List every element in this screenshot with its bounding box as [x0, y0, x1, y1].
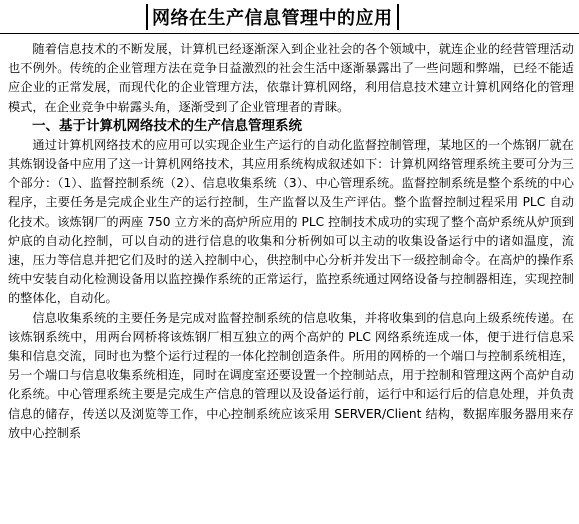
document-body	[8, 40, 574, 443]
section-paragraph-1: 通过计算机网络技术的应用可以实现企业生产运行的自动化监督控制管理，某地区的一个炼钢厂就在其炼钢设备中应用了这一计算机网络技术，其应用系统构成叙述如下：计算机网络管理系统主要可分为三个部分：（1）、监督控制系统（2）、信息收集系统（3）、中心管理系统。监督控制系统是整个系统的中心程序，主要任务是完成企业生产的运行控制，生产监督以及生产评估。整个监督控制过程采用 PLC 自动化技术。该炼钢厂的两座 750 立方米的高炉所应用的 PLC 控制技术成功的实现了整个高炉系统从炉顶到炉底的自动化控制，可以自动的进行信息的收集和分析例如可以主动的收集设备运行中的诸如温度，流速，压力等信息并把它们及时的送入控制中心，供控制中心分析并发出下一级控制命令。在高炉的操作系统中安装自动化检测设备用以监控操作系统的正常运行，监控系统通过网络设备与控制器相连，实现控制的整体化，自动化。	[8, 137, 574, 306]
section-heading: 一、基于计算机网络技术的生产信息管理系统	[32, 117, 302, 134]
intro-paragraph: 随着信息技术的不断发展，计算机已经逐渐深入到企业社会的各个领域中，就连企业的经营管理活动也不例外。传统的企业管理方法在竞争日益激烈的社会生活中逐渐暴露出了一些问题和弊端，已经不能适应企业的正常发展，而现代化的企业管理方法，依靠计算机网络，利用信息技术建立计算机网络化的管理模式，在企业竞争中崭露头角，逐渐受到了企业管理者的青睐。	[8, 42, 574, 114]
document-title: 网络在生产信息管理中的应用	[152, 8, 393, 29]
title-box	[146, 4, 399, 30]
section-paragraph-2: 信息收集系统的主要任务是完成对监督控制系统的信息收集，并将收集到的信息向上级系统传递。在该炼钢系统中，用两台网桥将该炼钢厂相互独立的两个高炉的 PLC 网络系统连成一体，便于进行信息采集和信息交流，同时也为整个运行过程的一体化控制创造条件。所用的网桥的一个端口与控制系统相连，另一个端口与信息收集系统相连，同时在调度室还要设置一个控制站点，用于控制和管理这两个高炉自动化系统。中心管理系统主要是完成生产信息的管理以及设备运行前，运行中和运行后的信息处理，并负责信息的储存，传送以及浏览等工作，中心控制系统应该采用 SERVER/Client 结构，数据库服务器用来存放中心控制系	[8, 310, 574, 440]
title-divider	[0, 33, 579, 34]
